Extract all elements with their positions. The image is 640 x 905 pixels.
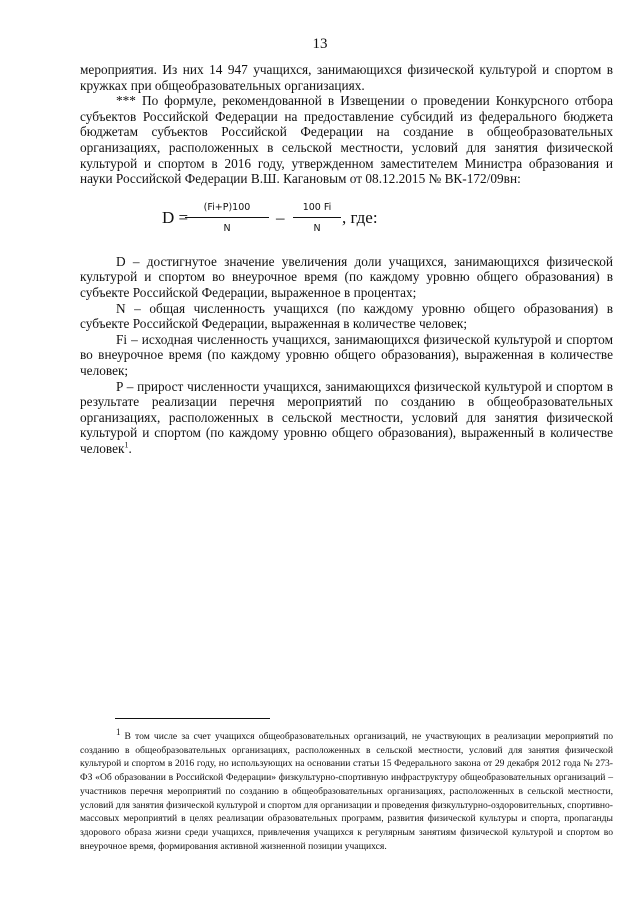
footnote-text: В том числе за счет учащихся общеобразовательных организаций, не участвующих в реализации мероприятий по созданию в общеобразовательных организациях, расположенных в сельской местности, условий для занятия физической культурой и спортом в 2016 году, но использующих на основании статьи 15 Федерального закона от 29 декабря 2012 года № 273-ФЗ «Об образовании в Российской Федерации» физкультурно-спортивную инфраструктуру общеобразовательных организаций – участников перечня мероприятий по созданию в общеобразовательных организациях, расположенных в сельской местности, условий для занятия физической культурой и спортом для организации и проведения физкультурно-оздоровительных, спортивно-массовых мероприятий в целях реализации образовательных программ, развития физической культуры и спорта, пропаганды здорового образа жизни среди учащихся, привлечения учащихся к регулярным занятиям физической культурой и спортом во внеурочное время, формирования активной жизненной позиции учащихся. <box>80 731 613 852</box>
footnote-reference: 1 <box>124 440 129 450</box>
formula-fraction-2-denominator: N <box>313 223 321 235</box>
main-text <box>80 62 613 456</box>
formula-fraction-1-denominator: N <box>223 223 231 235</box>
paragraph-continuation: мероприятия. Из них 14 947 учащихся, занимающихся физической культурой и спортом в кружках при общеобразовательных организациях. <box>80 62 613 93</box>
definition-fi: Fi – исходная численность учащихся, занимающихся физической культурой и спортом во внеурочное время (по каждому уровню общего образования), выраженная в количестве человек; <box>80 331 613 378</box>
formula-minus: – <box>276 207 285 227</box>
footnote-divider <box>115 718 270 719</box>
page-number: 13 <box>312 36 328 52</box>
formula-fraction-1 <box>185 200 269 237</box>
footnote-paragraph <box>80 726 613 853</box>
footnote <box>80 726 613 853</box>
definition-p-text: P – прирост численности учащихся, занимающихся физической культурой и спортом в результате реализации перечня мероприятий по созданию в общеобразовательных организациях, расположенных в сельской местности, условий для занятия физической культурой и спортом (по каждому уровню общего образования), выраженный в количестве человек <box>80 378 613 456</box>
definition-n: N – общая численность учащихся (по каждому уровню общего образования) в субъекте Российской Федерации, выраженная в количестве человек; <box>80 300 613 332</box>
paragraph-formula-intro: *** По формуле, рекомендованной в Извещении о проведении Конкурсного отбора субъектов Российской Федерации на предоставление субсидий из федерального бюджета бюджетам субъектов Российской Федерации на создание в общеобразовательных организациях, расположенных в сельской местности, условий для занятия физической культурой и спортом в 2016 году, утвержденном заместителем Министра образования и науки Российской Федерации В.Ш. Кагановым от 08.12.2015 № ВК-172/09вн: <box>80 93 613 187</box>
definition-d: D – достигнутое значение увеличения доли учащихся, занимающихся физической культурой и спортом во внеурочное время (по каждому уровню общего образования) в субъекте Российской Федерации, выраженное в процентах; <box>80 253 613 300</box>
formula <box>80 198 613 244</box>
formula-fraction-2-numerator: 100 Fi <box>293 200 341 219</box>
formula-fraction-1-numerator: (Fi+P)100 <box>185 200 269 219</box>
formula-fraction-2 <box>293 200 341 237</box>
definition-p: P – прирост численности учащихся, занимающихся физической культурой и спортом в результате реализации перечня мероприятий по созданию в общеобразовательных организациях, расположенных в сельской местности, условий для занятия физической культурой и спортом (по каждому уровню общего образования), выраженный в количестве человек$^1$. <box>80 378 613 456</box>
footnote-marker: 1 <box>116 726 121 737</box>
formula-lhs: D = <box>162 207 189 227</box>
formula-tail: , где: <box>342 207 378 227</box>
